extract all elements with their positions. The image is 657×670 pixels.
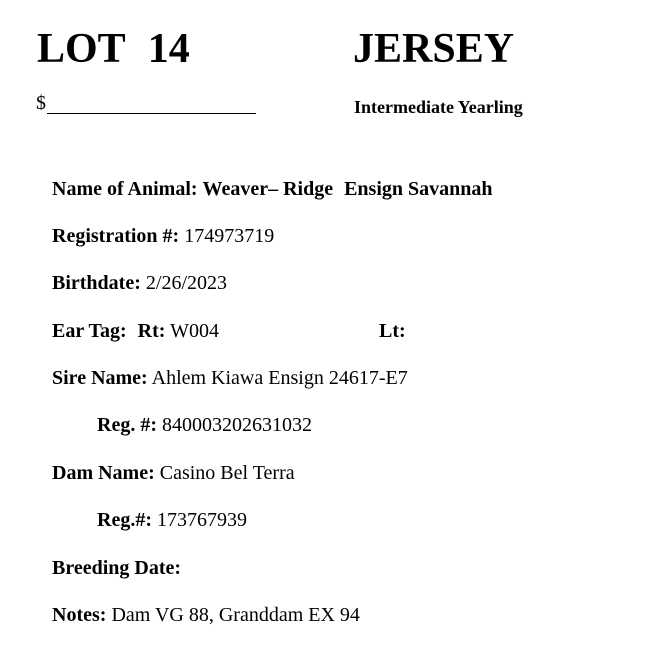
- dam-name-value: Casino Bel Terra: [159, 462, 295, 484]
- rt-value: W004: [170, 320, 219, 342]
- animal-name-label: Name of Animal:: [52, 178, 198, 200]
- lot-number: 14: [147, 26, 190, 72]
- registration-value: 174973719: [184, 225, 275, 247]
- birthdate-value: 2/26/2023: [145, 272, 228, 294]
- breed-heading: JERSEY: [353, 26, 515, 72]
- animal-name-part1: Weaver– Ridge: [202, 178, 334, 200]
- birthdate-row: [52, 270, 227, 296]
- breeding-date-label: Breeding Date:: [52, 557, 182, 579]
- lot-label: LOT: [37, 26, 126, 72]
- ear-tag-row: [52, 318, 219, 344]
- lt-label: Lt:: [379, 320, 406, 342]
- ear-tag-label: Ear Tag:: [52, 320, 127, 342]
- notes-row: [52, 602, 360, 628]
- sire-name-label: Sire Name:: [52, 367, 148, 389]
- lot-heading: [37, 24, 190, 74]
- dam-reg-value: 173767939: [156, 509, 247, 531]
- registration-label: Registration #:: [52, 225, 180, 247]
- notes-label: Notes:: [52, 604, 107, 626]
- sire-name-value: Ahlem Kiawa Ensign 24617-E7: [151, 367, 408, 389]
- sire-reg-label: Reg. #:: [97, 414, 157, 436]
- sire-reg-row: [97, 412, 312, 438]
- notes-value: Dam VG 88, Granddam EX 94: [111, 604, 360, 626]
- dam-reg-row: [97, 507, 247, 533]
- sire-reg-value: 840003202631032: [161, 414, 312, 436]
- dam-name-row: [52, 460, 295, 486]
- animal-name-part2: Ensign Savannah: [344, 178, 493, 200]
- lt-field: [379, 318, 406, 344]
- rt-label: Rt:: [137, 320, 166, 342]
- registration-row: [52, 223, 274, 249]
- price-symbol: $: [36, 92, 46, 114]
- dam-reg-label: Reg.#:: [97, 509, 152, 531]
- class-label: Intermediate Yearling: [354, 97, 523, 117]
- animal-name-row: [52, 176, 493, 202]
- price-blank-line: [47, 113, 256, 114]
- dam-name-label: Dam Name:: [52, 462, 155, 484]
- breeding-date-row: [52, 555, 181, 581]
- sire-name-row: [52, 365, 408, 391]
- birthdate-label: Birthdate:: [52, 272, 141, 294]
